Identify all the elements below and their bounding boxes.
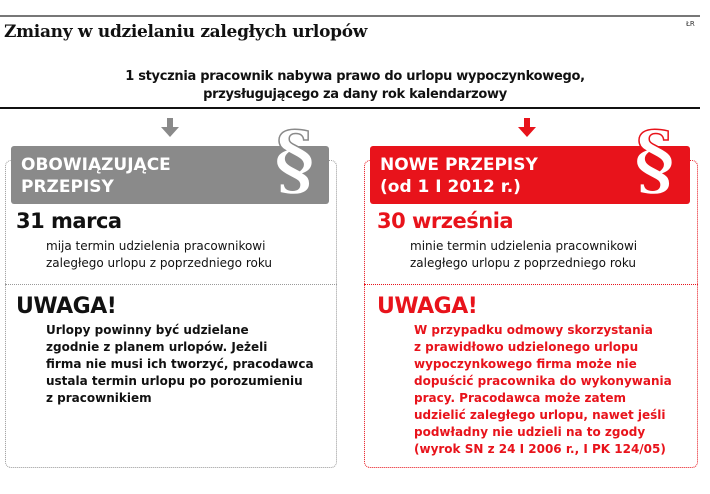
text-line: wypoczynkowego firma może nie <box>414 357 637 371</box>
warning-heading: UWAGA! <box>377 294 478 319</box>
divider-rule <box>0 107 700 109</box>
section-divider <box>364 284 698 285</box>
text-line: zaległego urlopu z poprzedniego roku <box>410 256 637 270</box>
warning-note <box>46 322 314 407</box>
text-line: Urlopy powinny być udzielane <box>46 323 249 337</box>
subtitle-line: przysługującego za dany rok kalendarzowy <box>203 87 507 102</box>
text-line: minie termin udzielenia pracownikowi <box>410 239 638 253</box>
header-line: PRZEPISY <box>21 177 114 197</box>
text-line: mija termin udzielenia pracownikowi <box>46 239 266 253</box>
section-divider <box>5 284 337 285</box>
text-line: z prawidłowo udzielonego urlopu <box>414 340 639 354</box>
text-line: zgodnie z planem urlopów. Jeżeli <box>46 340 268 354</box>
deadline-description <box>46 238 272 272</box>
subtitle-line: 1 stycznia pracownik nabywa prawo do urlopu wypoczynkowego, <box>125 69 585 84</box>
text-line: udzielić zaległego urlopu, nawet jeśli <box>414 408 666 422</box>
text-line: W przypadku odmowy skorzystania <box>414 323 653 337</box>
text-line: podwładny nie udzieli na to zgody <box>414 425 646 439</box>
text-line: (wyrok SN z 24 I 2006 r., I PK 124/05) <box>414 442 666 456</box>
page-title: Zmiany w udzielaniu zaległych urlopów <box>4 22 368 42</box>
subtitle <box>0 68 710 104</box>
header-line: OBOWIĄZUJĄCE <box>21 155 171 175</box>
text-line: zaległego urlopu z poprzedniego roku <box>46 256 273 270</box>
deadline-date: 31 marca <box>16 209 122 233</box>
warning-note <box>414 322 672 458</box>
text-line: ustala termin urlopu po porozumieniu <box>46 374 303 388</box>
text-line: firma nie musi ich tworzyć, pracodawca <box>46 357 314 371</box>
header-line: (od 1 I 2012 r.) <box>380 177 521 197</box>
author-credit: ŁR <box>686 20 695 28</box>
top-rule <box>0 15 700 17</box>
warning-heading: UWAGA! <box>16 294 117 319</box>
deadline-date: 30 września <box>377 209 514 233</box>
header-line: NOWE PRZEPISY <box>380 155 538 175</box>
text-line: pracy. Pracodawca może zatem <box>414 391 627 405</box>
text-line: dopuścić pracownika do wykonywania <box>414 374 672 388</box>
deadline-description <box>410 238 637 272</box>
paragraph-section-icon: § <box>274 115 315 206</box>
paragraph-section-icon: § <box>634 115 675 206</box>
text-line: z pracownikiem <box>46 391 152 405</box>
